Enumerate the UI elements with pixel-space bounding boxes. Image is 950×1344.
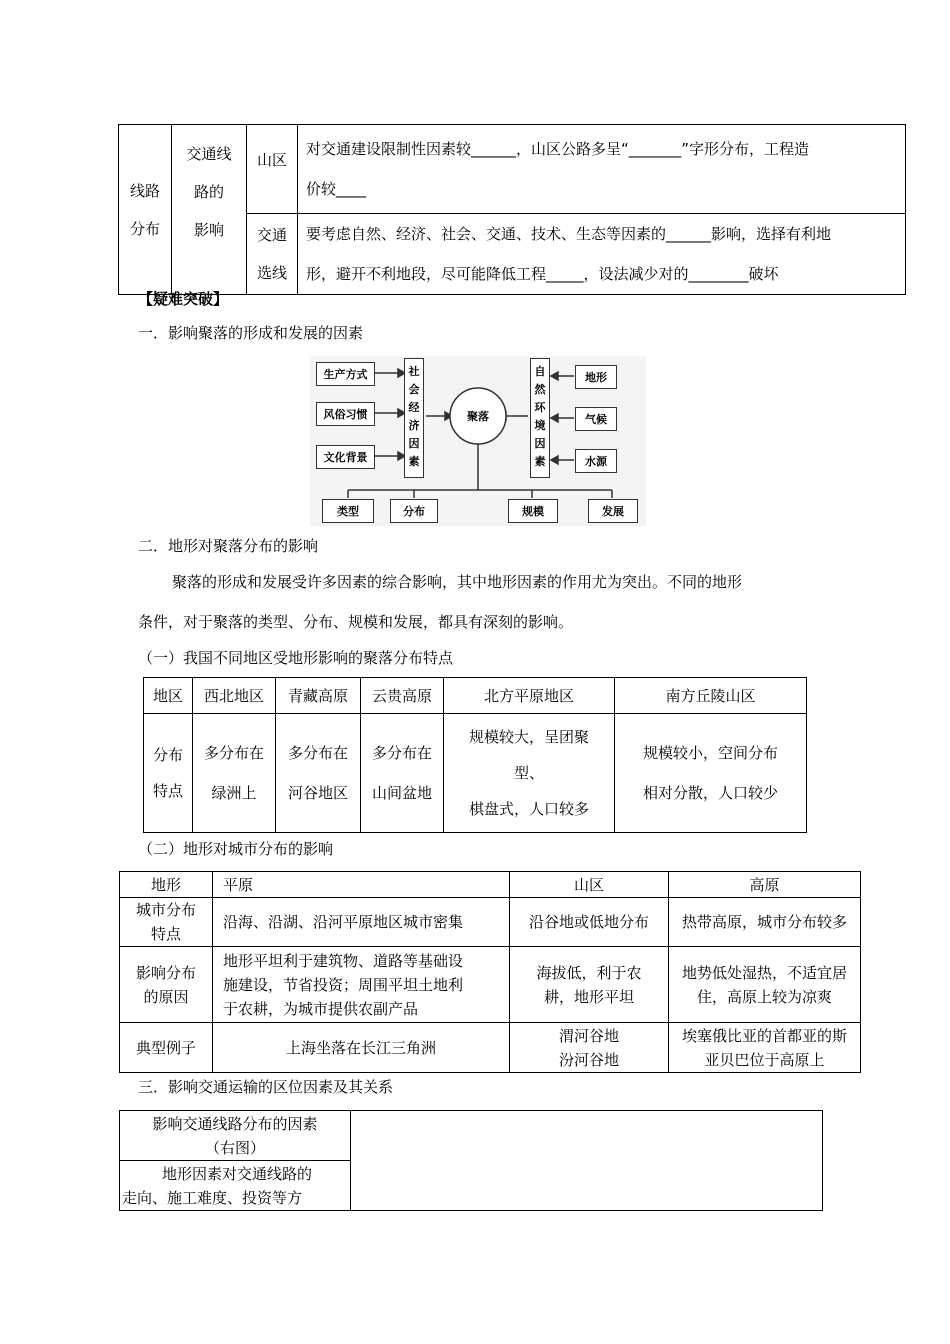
text-line: 要考虑自然、经济、社会、交通、技术、生态等因素的______影响，选择有利地	[306, 225, 832, 243]
section-title: 【疑难突破】	[138, 290, 229, 308]
cell-line: 交通线	[186, 145, 232, 163]
cell-line: 特点	[150, 925, 181, 943]
paragraph-line-1: 聚落的形成和发展受许多因素的综合影响，其中地形因素的作用尤为突出。不同的地形	[172, 573, 743, 591]
table-cell	[213, 947, 510, 1023]
cell-line: 路的	[193, 183, 224, 201]
table-cell	[120, 1111, 351, 1161]
table-cell	[120, 1161, 351, 1211]
cell-line: 走向、施工难度、投资等方	[122, 1188, 303, 1207]
header-cell: 云贵高原	[361, 678, 444, 714]
char: 社	[408, 365, 420, 378]
mountain-label: 山区	[247, 125, 298, 214]
terrain-box: 地形	[575, 365, 617, 389]
type-box: 类型	[322, 499, 374, 523]
cell-line: 地势低处湿热，不适宜居	[681, 963, 847, 982]
settlement-factors-diagram	[310, 356, 646, 526]
header-cell: 南方丘陵山区	[615, 678, 807, 714]
char: 自	[534, 365, 546, 378]
cell-line: 分布	[152, 746, 183, 764]
table-cell	[615, 714, 807, 833]
table-cell	[444, 714, 615, 833]
cell-line: 渭河谷地	[558, 1026, 619, 1045]
cell-line: 地形平坦利于建筑物、道路等基础设	[223, 951, 464, 970]
cell-line: 山间盆地	[371, 784, 432, 802]
heading-3: 三．影响交通运输的区位因素及其关系	[138, 1078, 394, 1096]
cell-line: 分布	[129, 219, 160, 238]
cell-line: 埃塞俄比亚的首都亚的斯	[681, 1026, 847, 1045]
cell-line: 多分布在	[371, 744, 432, 762]
cell-line: 河谷地区	[287, 784, 348, 802]
settlement-node: 聚落	[467, 410, 489, 423]
table-cell: 热带高原，城市分布较多	[669, 898, 861, 947]
route-distribution-cell	[119, 125, 172, 295]
cell-line: 型、	[513, 764, 544, 782]
char: 素	[534, 455, 546, 468]
char: 境	[534, 419, 546, 432]
table-cell	[669, 947, 861, 1023]
mountain-text	[298, 125, 906, 214]
table-cell	[361, 714, 444, 833]
cell-line: 线路	[129, 181, 160, 200]
table-cell	[669, 1023, 861, 1073]
cell-line: 绿洲上	[211, 784, 257, 802]
char: 环	[534, 401, 546, 414]
cell-line: 特点	[152, 782, 183, 800]
customs-box: 风俗习惯	[316, 402, 375, 426]
char: 因	[408, 437, 420, 450]
table-cell: 上海坐落在长江三角洲	[213, 1023, 510, 1073]
route-selection-label	[247, 214, 298, 295]
city-table	[119, 871, 861, 1073]
paragraph-line-2: 条件，对于聚落的类型、分布、规模和发展，都具有深刻的影响。	[138, 613, 574, 631]
cell-line: 多分布在	[203, 744, 264, 762]
cell-line: 住，高原上较为凉爽	[696, 987, 832, 1006]
cell-line: 地形因素对交通线路的	[162, 1164, 313, 1183]
text-line: 价较____	[306, 180, 367, 198]
cell-line: 规模较大，呈团聚	[468, 728, 589, 746]
heading-1: 一．影响聚落的形成和发展的因素	[138, 324, 364, 342]
cell-line: 影响	[193, 221, 224, 239]
table-cell	[193, 714, 276, 833]
text-line: 形，避开不利地段，尽可能降低工程_____，设法减少对的________破坏	[306, 265, 779, 283]
table-cell: 沿谷地或低地分布	[510, 898, 669, 947]
cell-line: 城市分布	[135, 901, 196, 919]
cell-line: 棋盘式，人口较多	[468, 800, 589, 818]
header-cell: 西北地区	[193, 678, 276, 714]
cell-line: 多分布在	[287, 744, 348, 762]
header-cell: 高原	[669, 872, 861, 898]
cell-line: （右图）	[204, 1138, 265, 1157]
cell-line: 选线	[256, 264, 287, 282]
table-cell	[276, 714, 361, 833]
cell-line: 的原因	[143, 987, 189, 1006]
cell-line: 影响交通线路分布的因素	[152, 1114, 318, 1133]
cell-line: 影响分布	[135, 963, 196, 982]
transport-influence-cell	[172, 125, 247, 295]
water-source-box: 水源	[575, 449, 617, 473]
development-box: 发展	[588, 499, 638, 523]
route-selection-text	[298, 214, 906, 295]
social-economic-factors-box	[404, 358, 424, 478]
transport-table	[119, 1110, 823, 1211]
cell-line: 施建设，节省投资；周围平坦土地利	[223, 975, 464, 994]
char: 济	[408, 419, 420, 432]
header-cell: 地形	[120, 872, 213, 898]
row-label	[120, 947, 213, 1023]
header-cell: 青藏高原	[276, 678, 361, 714]
scale-box: 规模	[508, 499, 558, 523]
char: 然	[534, 383, 546, 396]
header-cell: 地区	[144, 678, 193, 714]
table-cell: 沿海、沿湖、沿河平原地区城市密集	[213, 898, 510, 947]
climate-box: 气候	[575, 407, 617, 431]
production-mode-box: 生产方式	[316, 362, 375, 386]
cell-line: 于农耕，为城市提供农副产品	[223, 999, 419, 1018]
cell-line: 汾河谷地	[558, 1050, 619, 1069]
distribution-box: 分布	[390, 499, 438, 523]
row-label	[120, 898, 213, 947]
cell-line: 亚贝巴位于高原上	[704, 1050, 825, 1069]
char: 经	[408, 401, 420, 414]
text-line: 对交通建设限制性因素较______，山区公路多呈“_______”字形分布，工程造	[306, 140, 810, 158]
cell-line: 交通	[256, 226, 287, 244]
table-cell	[510, 947, 669, 1023]
char: 会	[408, 383, 420, 396]
header-cell: 山区	[510, 872, 669, 898]
heading-2: 二．地形对聚落分布的影响	[138, 537, 319, 555]
cell-line: 耕，地形平坦	[543, 987, 634, 1006]
cell-line: 规模较小，空间分布	[642, 744, 778, 762]
cell-line: 相对分散，人口较少	[642, 784, 778, 802]
char: 素	[408, 455, 420, 468]
header-cell: 平原	[213, 872, 510, 898]
cell-line: 海拔低，利于农	[536, 963, 642, 982]
header-cell: 北方平原地区	[444, 678, 615, 714]
char: 因	[534, 437, 546, 450]
subheading-1: （一）我国不同地区受地形影响的聚落分布特点	[138, 649, 454, 667]
route-table	[118, 124, 906, 295]
table-cell	[510, 1023, 669, 1073]
row-label	[144, 714, 193, 833]
culture-box: 文化背景	[316, 445, 375, 469]
settlement-table	[143, 677, 807, 833]
empty-cell	[351, 1111, 823, 1211]
natural-environment-factors-box	[530, 358, 550, 478]
subheading-2: （二）地形对城市分布的影响	[138, 840, 334, 858]
row-label: 典型例子	[120, 1023, 213, 1073]
